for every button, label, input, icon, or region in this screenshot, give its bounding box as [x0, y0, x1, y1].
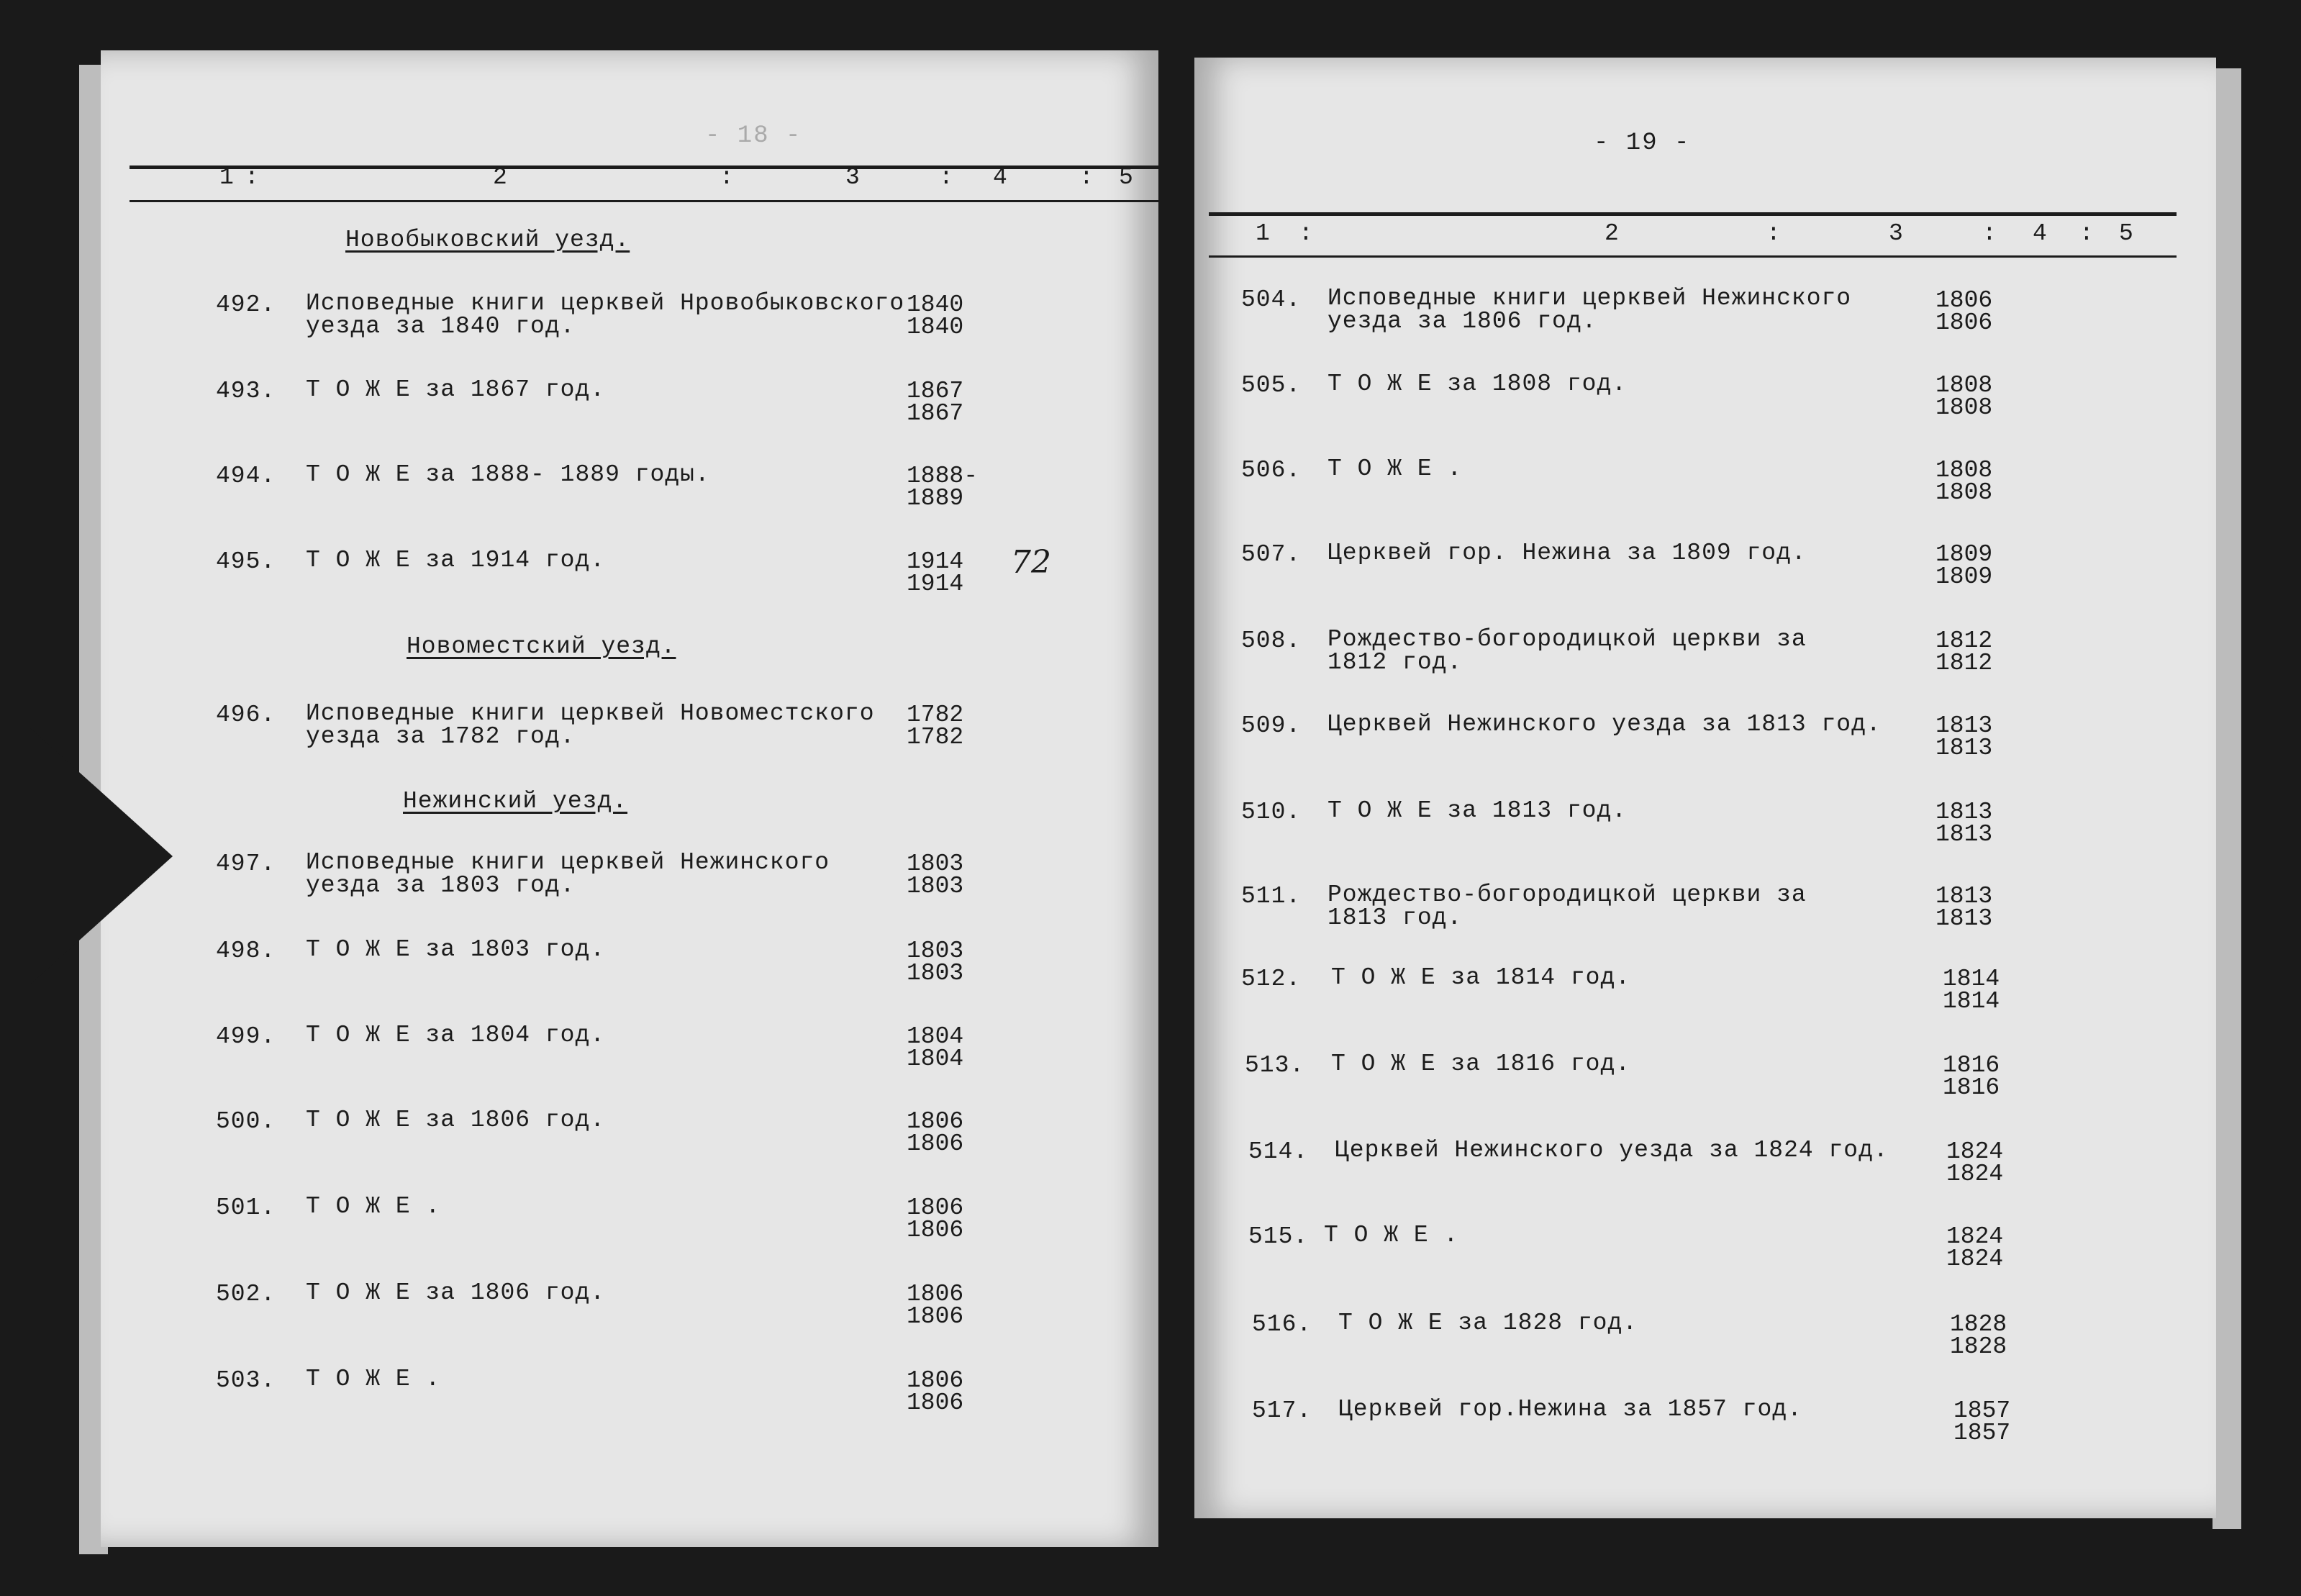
entry-year: 1813	[1935, 799, 1993, 825]
entry-year: 1806	[907, 1194, 964, 1221]
entry-year: 1914	[907, 548, 964, 575]
col-sep: :	[720, 164, 735, 191]
left-page	[101, 50, 1158, 1547]
col-sep: :	[1766, 220, 1782, 247]
entry-year: 1782	[907, 702, 964, 728]
entry-text: Рождество-богородицкой церкви за	[1328, 626, 1807, 653]
entry-number: 510.	[1241, 799, 1302, 825]
entry-year: 1808	[1935, 479, 1993, 506]
entry-text: уезда за 1840 год.	[306, 313, 576, 340]
entry-text: Т О Ж Е за 1914 год.	[306, 547, 606, 573]
entry-number: 504.	[1241, 286, 1302, 313]
col-header-1: 1	[1256, 220, 1271, 247]
entry-year: 1804	[907, 1023, 964, 1050]
entry-number: 497.	[216, 851, 276, 877]
entry-number: 500.	[216, 1108, 276, 1135]
entry-number: 507.	[1241, 541, 1302, 568]
entry-text: уезда за 1806 год.	[1328, 308, 1597, 335]
entry-text: Т О Ж Е за 1888- 1889 годы.	[306, 461, 710, 488]
entry-year: 1813	[1935, 735, 1993, 761]
col-header-5: 5	[1119, 164, 1134, 191]
entry-year: 1806	[1935, 287, 1993, 314]
right-page	[1194, 58, 2216, 1518]
entry-number: 506.	[1241, 457, 1302, 484]
entry-year: 1813	[1935, 821, 1993, 848]
entry-number: 501.	[216, 1194, 276, 1221]
entry-year: 1867	[907, 378, 964, 404]
entry-text: Церквей гор.Нежина за 1857 год.	[1338, 1396, 1802, 1423]
entry-year: 1813	[1935, 712, 1993, 739]
entry-year: 1803	[907, 938, 964, 964]
header-rule-bottom	[130, 200, 1158, 202]
entry-number: 514.	[1248, 1138, 1309, 1165]
entry-year: 1828	[1950, 1333, 2007, 1360]
entry-number: 503.	[216, 1367, 276, 1394]
entry-text: Исповедные книги церквей Новоместского	[306, 700, 875, 727]
entry-number: 493.	[216, 378, 276, 404]
entry-year: 1814	[1943, 988, 2000, 1015]
entry-text: Т О Ж Е за 1808 год.	[1328, 371, 1628, 397]
entry-year: 1803	[907, 960, 964, 987]
entry-year: 1809	[1935, 541, 1993, 568]
entry-number: 511.	[1241, 883, 1302, 910]
entry-year: 1840	[907, 291, 964, 318]
entry-number: 505.	[1241, 372, 1302, 399]
header-rule-top	[1209, 212, 2177, 216]
col-header-3: 3	[1889, 220, 1904, 247]
entry-text: Церквей Нежинского уезда за 1824 год.	[1335, 1137, 1889, 1164]
section-title: Новобыковский уезд.	[345, 227, 630, 253]
entry-year: 1804	[907, 1046, 964, 1072]
entry-number: 508.	[1241, 627, 1302, 654]
entry-year: 1889	[907, 485, 964, 512]
col-sep: :	[1982, 220, 1997, 247]
entry-number: 517.	[1252, 1397, 1312, 1424]
entry-year: 1806	[1935, 309, 1993, 336]
section-title: Нежинский уезд.	[403, 788, 628, 815]
entry-text: Т О Ж Е за 1806 год.	[306, 1107, 606, 1133]
entry-text: Церквей гор. Нежина за 1809 год.	[1328, 540, 1807, 566]
entry-year: 1806	[907, 1108, 964, 1135]
entry-year: 1914	[907, 571, 964, 597]
entry-text: Исповедные книги церквей Нровобыковского	[306, 290, 905, 317]
entry-text: Рождество-богородицкой церкви за	[1328, 881, 1807, 908]
entry-text: Т О Ж Е за 1814 год.	[1331, 964, 1631, 991]
entry-number: 516.	[1252, 1311, 1312, 1338]
entry-year: 1816	[1943, 1074, 2000, 1101]
entry-number: 509.	[1241, 712, 1302, 739]
entry-year: 1824	[1946, 1246, 2004, 1272]
entry-year: 1814	[1943, 966, 2000, 992]
entry-text: Т О Ж Е за 1816 год.	[1331, 1051, 1631, 1077]
entry-text: Исповедные книги церквей Нежинского	[306, 849, 830, 876]
entry-year: 1824	[1946, 1223, 2004, 1250]
entry-year: 1824	[1946, 1138, 2004, 1165]
entry-year: 1803	[907, 873, 964, 899]
entry-year: 1806	[907, 1130, 964, 1157]
handwritten-note: 72	[1011, 544, 1051, 581]
col-sep: :	[1299, 220, 1314, 247]
entry-year: 1806	[907, 1217, 964, 1243]
entry-number: 496.	[216, 702, 276, 728]
col-sep: :	[939, 164, 954, 191]
entry-text: Т О Ж Е за 1803 год.	[306, 936, 606, 963]
entry-year: 1808	[1935, 394, 1993, 421]
entry-year: 1806	[907, 1281, 964, 1307]
entry-year: 1867	[907, 400, 964, 427]
entry-year: 1806	[907, 1367, 964, 1394]
col-header-4: 4	[993, 164, 1008, 191]
entry-year: 1806	[907, 1303, 964, 1330]
col-sep: :	[2079, 220, 2094, 247]
entry-number: 502.	[216, 1281, 276, 1307]
entry-year: 1808	[1935, 372, 1993, 399]
entry-text: Т О Ж Е .	[1324, 1222, 1459, 1248]
col-header-5: 5	[2119, 220, 2134, 247]
col-sep: :	[245, 164, 260, 191]
entry-year: 1813	[1935, 905, 1993, 932]
entry-year: 1840	[907, 314, 964, 340]
entry-year: 1812	[1935, 627, 1993, 654]
col-header-2: 2	[1605, 220, 1620, 247]
entry-text: 1812 год.	[1328, 649, 1463, 676]
header-rule-bottom	[1209, 255, 2177, 258]
col-header-2: 2	[493, 164, 508, 191]
col-header-1: 1	[219, 164, 235, 191]
entry-text: Т О Ж Е за 1806 год.	[306, 1279, 606, 1306]
entry-text: Т О Ж Е .	[1328, 455, 1463, 482]
entry-number: 499.	[216, 1023, 276, 1050]
entry-text: Т О Ж Е за 1813 год.	[1328, 797, 1628, 824]
entry-number: 494.	[216, 463, 276, 489]
entry-year: 1809	[1935, 563, 1993, 590]
entry-year: 1812	[1935, 650, 1993, 676]
entry-year: 1808	[1935, 457, 1993, 484]
page-number: - 19 -	[1594, 130, 1691, 157]
entry-text: Церквей Нежинского уезда за 1813 год.	[1328, 711, 1882, 738]
entry-text: Т О Ж Е .	[306, 1193, 441, 1220]
entry-year: 1813	[1935, 883, 1993, 910]
entry-text: Т О Ж Е за 1828 год.	[1338, 1310, 1638, 1336]
entry-number: 498.	[216, 938, 276, 964]
entry-year: 1782	[907, 724, 964, 751]
entry-text: уезда за 1782 год.	[306, 723, 576, 750]
col-sep: :	[1079, 164, 1094, 191]
right-page-edge	[2212, 68, 2241, 1529]
entry-text: уезда за 1803 год.	[306, 872, 576, 899]
entry-year: 1824	[1946, 1161, 2004, 1187]
entry-text: Т О Ж Е .	[306, 1366, 441, 1392]
page-marker: - 18 -	[705, 122, 802, 150]
entry-text: Т О Ж Е за 1867 год.	[306, 376, 606, 403]
entry-year: 1806	[907, 1389, 964, 1416]
entry-text: 1813 год.	[1328, 904, 1463, 931]
col-header-3: 3	[845, 164, 861, 191]
entry-year: 1816	[1943, 1052, 2000, 1079]
entry-number: 512.	[1241, 966, 1302, 992]
section-title: Новоместский уезд.	[407, 633, 676, 660]
page-cutout	[29, 727, 173, 986]
entry-number: 513.	[1245, 1052, 1305, 1079]
entry-year: 1857	[1953, 1397, 2011, 1424]
entry-year: 1888-	[907, 463, 979, 489]
entry-year: 1803	[907, 851, 964, 877]
entry-number: 515.	[1248, 1223, 1309, 1250]
entry-year: 1828	[1950, 1311, 2007, 1338]
col-header-4: 4	[2033, 220, 2048, 247]
entry-number: 492.	[216, 291, 276, 318]
entry-number: 495.	[216, 548, 276, 575]
entry-text: Т О Ж Е за 1804 год.	[306, 1022, 606, 1048]
entry-year: 1857	[1953, 1420, 2011, 1446]
entry-text: Исповедные книги церквей Нежинского	[1328, 285, 1852, 312]
